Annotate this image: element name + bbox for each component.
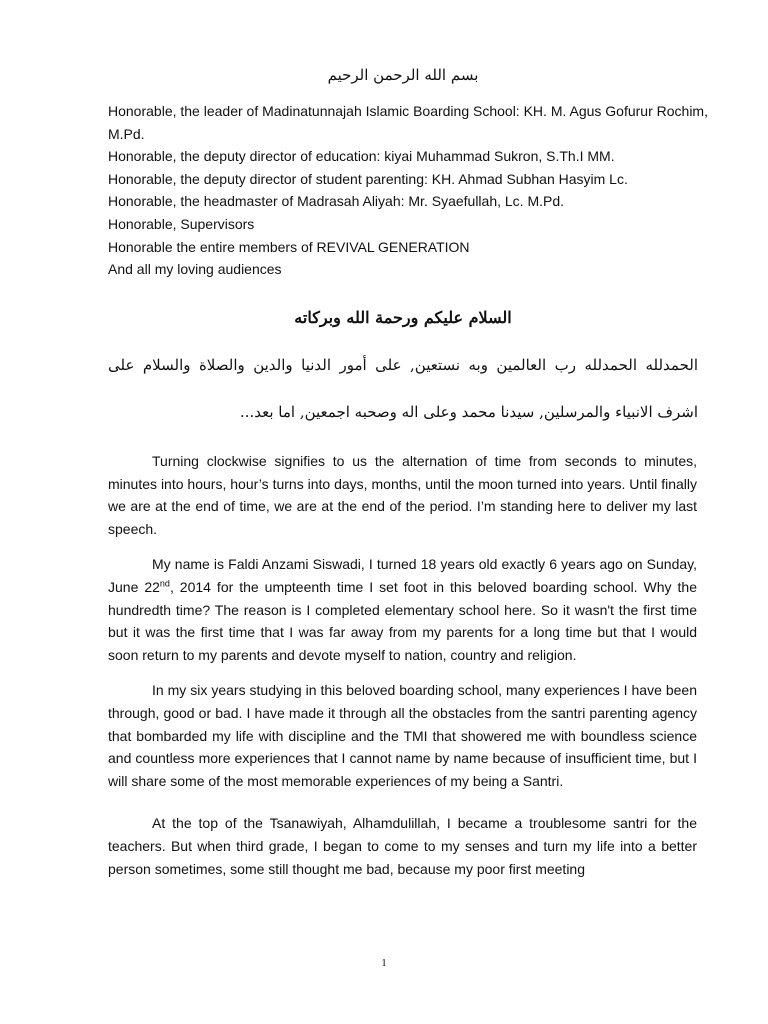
greeting-line: Honorable, the headmaster of Madrasah Aliyah: Mr. Syaefullah, Lc. M.Pd. xyxy=(108,193,565,210)
greeting-line: And all my loving audiences xyxy=(108,261,282,278)
greetings-list xyxy=(108,100,708,281)
body-paragraph: At the top of the Tsanawiyah, Alhamdulillah, I became a troublesome santri for the teachers. But when third grade, I began to come to my senses and turn my life into a better person sometimes, some still thought me bad, because my poor first meeting xyxy=(108,815,697,877)
body-paragraph xyxy=(108,553,697,666)
greeting-line: Honorable, the deputy director of education: kiyai Muhammad Sukron, S.Th.I MM. xyxy=(108,148,615,165)
body-paragraph: In my six years studying in this beloved boarding school, many experiences I have been through, good or bad. I have made it through all the obstacles from the santri parenting agency that bombarded my life with discipline and the TMI that showered me with boundless science and countless more experiences that I cannot name by name because of insufficient time, but I will share some of the most memorable experiences of my being a Santri. xyxy=(108,682,697,789)
ordinal-suffix: nd xyxy=(159,578,170,589)
arabic-praise-paragraph: الحمدلله الحمدلله رب العالمين وبه نستعين, على أمور الدنيا والدين والصلاة والسلام على اشرف الانبياء والمرسلين, سيدنا محمد وعلى اله وصحبه اجمعين, اما بعد... xyxy=(108,356,698,421)
greeting-line: Honorable the entire members of REVIVAL GENERATION xyxy=(108,238,470,255)
page-number: 1 xyxy=(381,957,387,969)
greeting-line: Honorable, the deputy director of student parenting: KH. Ahmad Subhan Hasyim Lc. xyxy=(108,170,628,187)
paragraph-text: My name is Faldi Anzami Siswadi, I turned 18 years old exactly 6 years ago on Sunday, June 22 xyxy=(108,556,697,595)
greeting-line: Honorable, the leader of Madinatunnajah Islamic Boarding School: KH. M. Agus Gofurur Rochim, M.Pd. xyxy=(108,103,708,142)
speech-body xyxy=(108,450,697,893)
salam-greeting: السلام عليكم ورحمة الله وبركاته xyxy=(294,308,512,327)
body-paragraph: Turning clockwise signifies to us the alternation of time from seconds to minutes, minutes into hours, hour’s turns into days, months, until the moon turned into years. Until finally we are at the end of time, we are at the end of the period. I’m standing here to deliver my last speech. xyxy=(108,453,697,537)
greeting-line: Honorable, Supervisors xyxy=(108,215,255,232)
paragraph-text: , 2014 for the umpteenth time I set foot in this beloved boarding school. Why the hundredth time? The reason is I completed elementary school here. So it wasn't the first time but it was the first time that I was far away from my parents for a long time but that I would soon return to my parents and devote myself to nation, country and religion. xyxy=(108,578,697,663)
basmala-heading: بسم الله الرحمن الرحيم xyxy=(327,66,479,84)
